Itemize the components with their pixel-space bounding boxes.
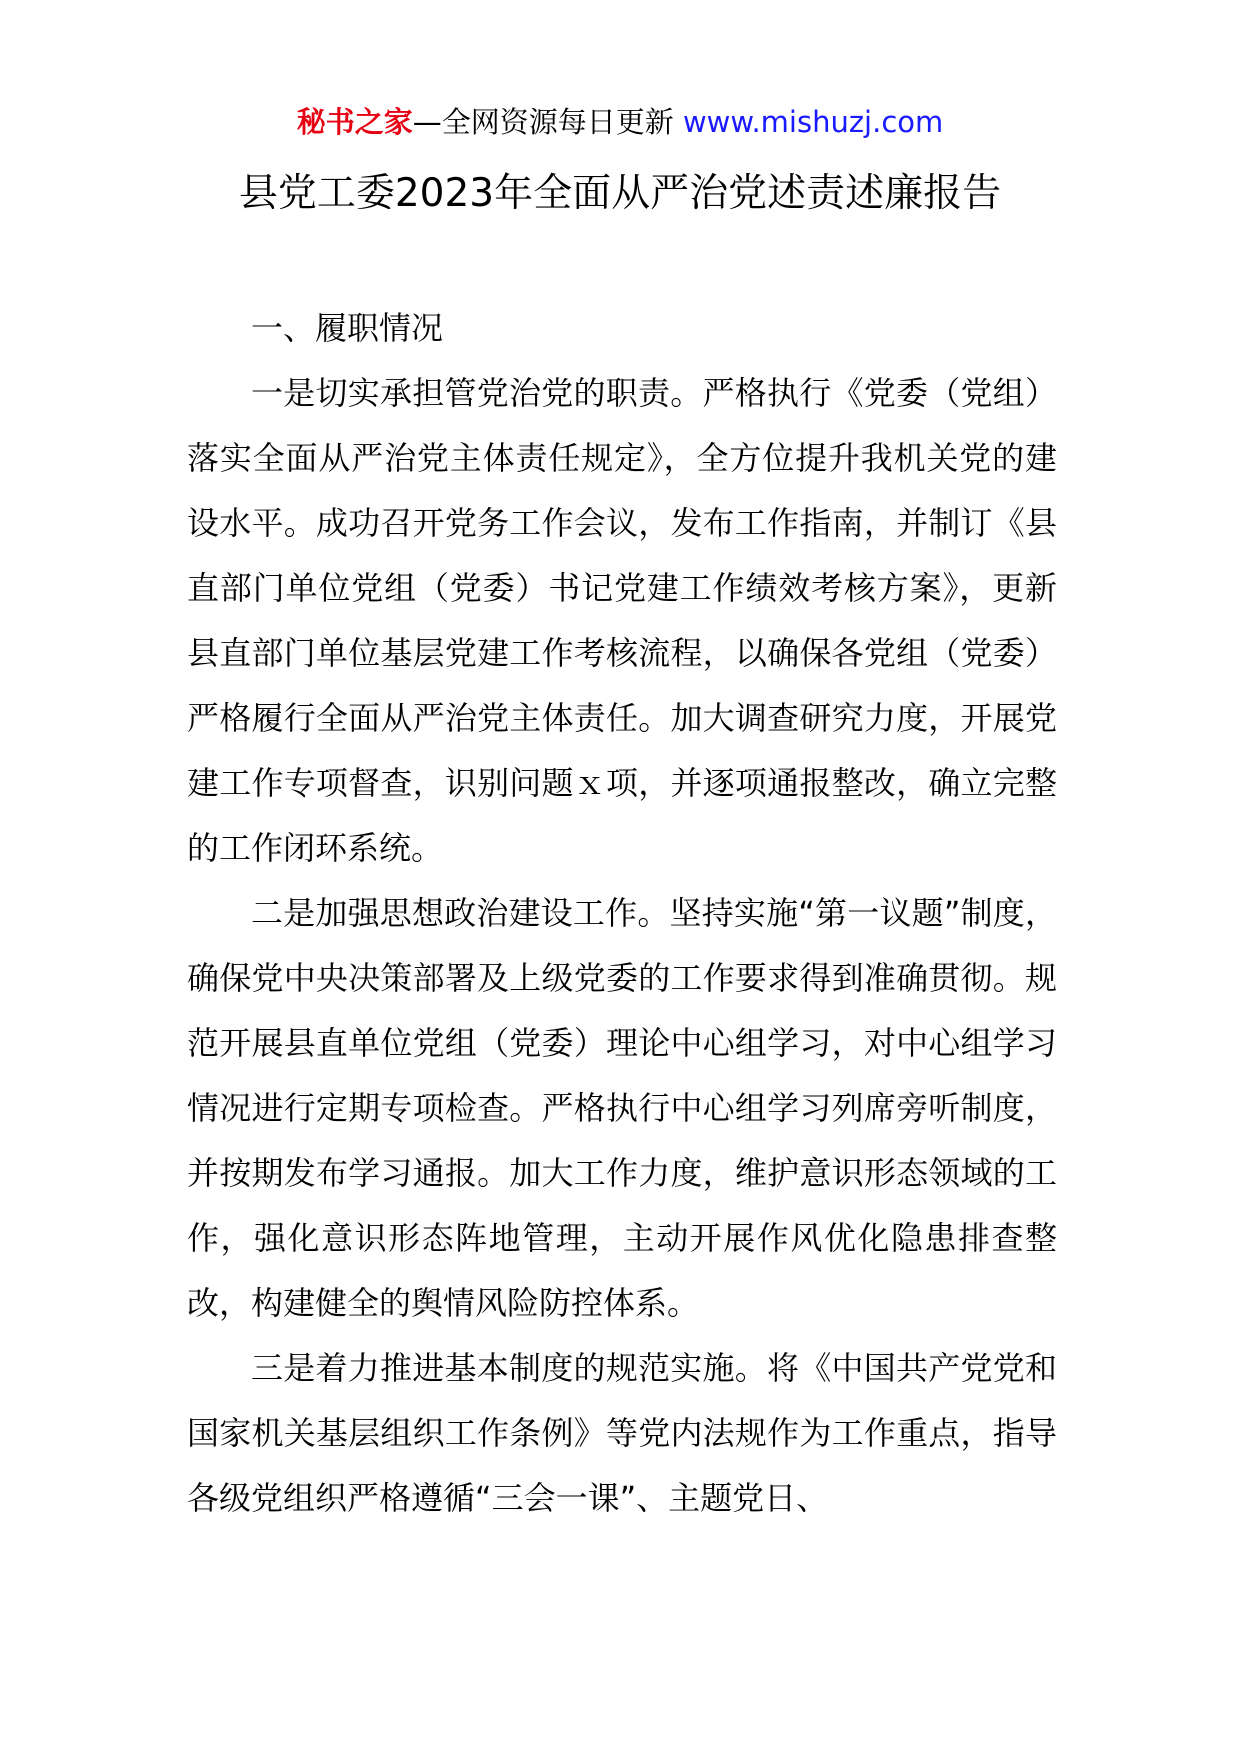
site-url-link[interactable]: www.mishuzj.com (682, 105, 944, 139)
paragraph-1: 一是切实承担管党治党的职责。严格执行《党委（党组）落实全面从严治党主体责任规定》，全方位提升我机关党的建设水平。成功召开党务工作会议，发布工作指南，并制订《县直部门单位党组（党委）书记党建工作绩效考核方案》，更新县直部门单位基层党建工作考核流程，以确保各党组（党委）严格履行全面从严治党主体责任。加大调查研究力度，开展党建工作专项督查，识别问题ｘ项，并逐项通报整改，确立完整的工作闭环系统。 (187, 374, 1057, 867)
brand-name: 秘书之家 (296, 105, 413, 139)
watermark-header (0, 102, 1240, 142)
document-title: 县党工委2023年全面从严治党述责述廉报告 (238, 171, 1002, 216)
paragraph-2: 二是加强思想政治建设工作。坚持实施“第一议题”制度，确保党中央决策部署及上级党委的工作要求得到准确贯彻。规范开展县直单位党组（党委）理论中心组学习，对中心组学习情况进行定期专项检查。严格执行中心组学习列席旁听制度，并按期发布学习通报。加大工作力度，维护意识形态领域的工作，强化意识形态阵地管理，主动开展作风优化隐患排查整改，构建健全的舆情风险防控体系。 (187, 894, 1057, 1322)
header-tagline: —全网资源每日更新 (412, 105, 683, 139)
document-body (187, 296, 1057, 1531)
section-heading: 一、履职情况 (251, 309, 444, 347)
paragraph-3: 三是着力推进基本制度的规范实施。将《中国共产党党和国家机关基层组织工作条例》等党内法规作为工作重点，指导各级党组织严格遵循“三会一课”、主题党日、 (187, 1349, 1057, 1517)
